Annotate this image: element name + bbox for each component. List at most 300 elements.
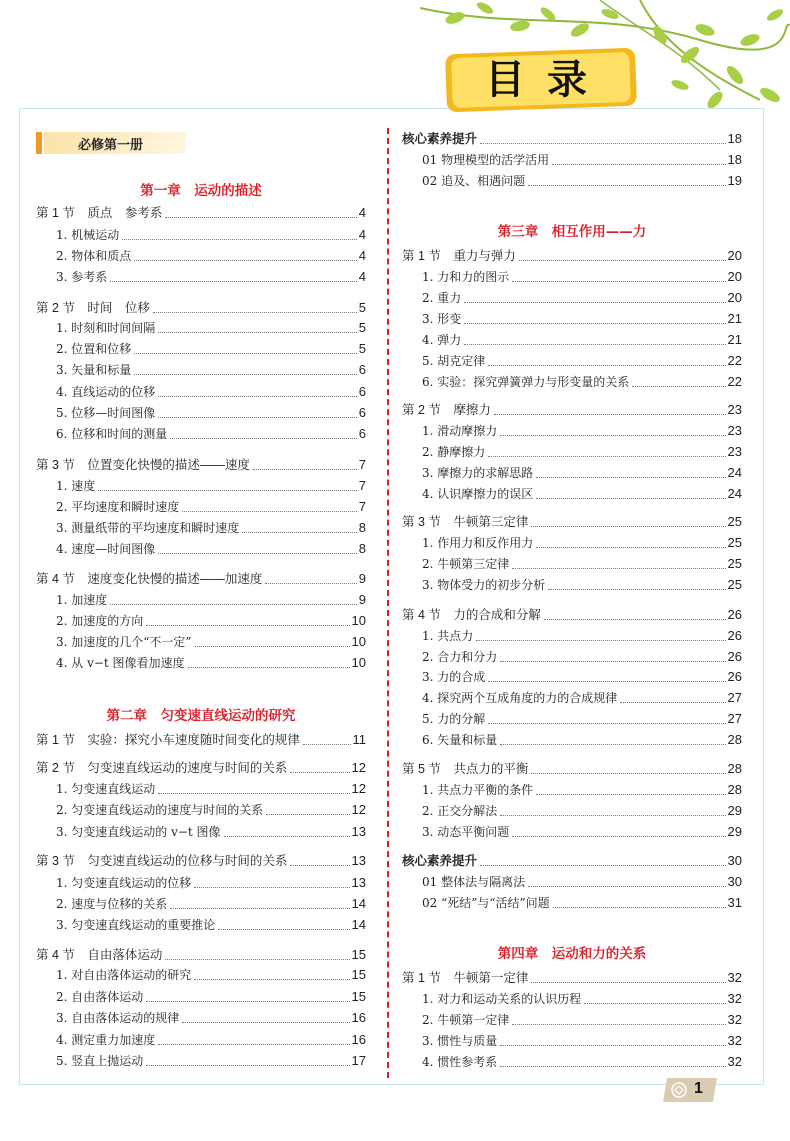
dot-leader bbox=[528, 185, 725, 186]
toc-subentry[interactable] bbox=[56, 894, 366, 914]
toc-entry-label: 3. 矢量和标量 bbox=[56, 363, 132, 377]
toc-subentry[interactable] bbox=[56, 360, 366, 380]
toc-entry[interactable] bbox=[36, 945, 366, 965]
toc-entry-label: 2. 速度与位移的关系 bbox=[56, 897, 168, 911]
toc-entry-label: 2. 静摩擦力 bbox=[422, 445, 486, 459]
toc-page-number: 20 bbox=[727, 269, 742, 284]
toc-entry-label: 1. 共点力 bbox=[422, 629, 474, 643]
dot-leader bbox=[158, 396, 357, 397]
dot-leader bbox=[584, 1003, 725, 1004]
toc-entry-label: 4. 探究两个互成角度的力的合成规律 bbox=[422, 691, 618, 705]
toc-entry-label: 3. 形变 bbox=[422, 312, 462, 326]
dot-leader bbox=[531, 526, 725, 527]
toc-page-number: 16 bbox=[351, 1010, 366, 1025]
dot-leader bbox=[224, 836, 350, 837]
toc-entry[interactable] bbox=[402, 759, 742, 779]
toc-subentry[interactable] bbox=[422, 647, 742, 667]
toc-subentry[interactable] bbox=[56, 915, 366, 935]
toc-subentry[interactable] bbox=[422, 709, 742, 729]
dot-leader bbox=[290, 772, 349, 773]
dot-leader bbox=[512, 568, 725, 569]
toc-entry-label: 3. 动态平衡问题 bbox=[422, 825, 510, 839]
toc-page-number: 11 bbox=[352, 732, 366, 747]
dot-leader bbox=[158, 417, 357, 418]
volume-tag bbox=[36, 132, 186, 154]
toc-entry-label: 第 2 节 摩擦力 bbox=[402, 403, 491, 417]
dot-leader bbox=[303, 744, 351, 745]
dot-leader bbox=[146, 1001, 349, 1002]
toc-page-number: 29 bbox=[727, 803, 742, 818]
toc-subentry[interactable] bbox=[56, 225, 366, 245]
toc-page-number: 31 bbox=[727, 895, 742, 910]
toc-subentry[interactable] bbox=[56, 1030, 366, 1050]
toc-subentry[interactable] bbox=[422, 421, 742, 441]
toc-entry-label: 2. 平均速度和瞬时速度 bbox=[56, 500, 180, 514]
toc-entry-label: 3. 力的合成 bbox=[422, 670, 486, 684]
dot-leader bbox=[182, 1022, 349, 1023]
toc-subentry[interactable] bbox=[56, 497, 366, 517]
toc-entry[interactable] bbox=[36, 455, 366, 475]
toc-page-number: 7 bbox=[358, 478, 366, 493]
toc-subentry[interactable] bbox=[56, 873, 366, 893]
dot-leader bbox=[519, 260, 726, 261]
toc-page-number: 4 bbox=[358, 227, 366, 242]
toc-page-number: 25 bbox=[727, 514, 742, 529]
dot-leader bbox=[464, 323, 725, 324]
toc-page-number: 21 bbox=[727, 311, 742, 326]
toc-entry-label: 第 1 节 重力与弹力 bbox=[402, 249, 516, 263]
chapter-heading: 第四章 运动和力的关系 bbox=[497, 946, 647, 962]
toc-page-number: 28 bbox=[727, 761, 742, 776]
toc-entry[interactable] bbox=[402, 968, 742, 988]
toc-page-number: 15 bbox=[351, 947, 366, 962]
toc-entry-label: 02 “死结”与“活结”问题 bbox=[422, 896, 550, 910]
dot-leader bbox=[182, 511, 357, 512]
toc-subentry[interactable] bbox=[56, 632, 366, 652]
toc-subentry[interactable] bbox=[422, 989, 742, 1009]
page-title: 目录 bbox=[485, 56, 609, 103]
toc-entry-label: 4. 速度—时间图像 bbox=[56, 542, 156, 556]
toc-page-number: 27 bbox=[727, 690, 742, 705]
toc-subentry[interactable] bbox=[422, 533, 742, 553]
toc-subentry[interactable] bbox=[56, 779, 366, 799]
dot-leader bbox=[488, 456, 725, 457]
toc-subentry[interactable] bbox=[422, 1010, 742, 1030]
toc-page-number: 18 bbox=[727, 152, 742, 167]
toc-subentry[interactable] bbox=[56, 403, 366, 423]
toc-entry-label: 4. 认识摩擦力的误区 bbox=[422, 487, 534, 501]
toc-entry-label: 4. 从 v−t 图像看加速度 bbox=[56, 656, 185, 670]
dot-leader bbox=[480, 143, 726, 144]
toc-entry-label: 1. 共点力平衡的条件 bbox=[422, 783, 534, 797]
dot-leader bbox=[620, 702, 725, 703]
toc-page-number: 12 bbox=[351, 781, 366, 796]
toc-entry-label: 5. 胡克定律 bbox=[422, 354, 486, 368]
toc-subentry[interactable] bbox=[422, 463, 742, 483]
toc-subentry[interactable] bbox=[56, 382, 366, 402]
toc-entry-label: 4. 测定重力加速度 bbox=[56, 1033, 156, 1047]
dot-leader bbox=[265, 583, 356, 584]
toc-entry-label: 02 追及、相遇问题 bbox=[422, 174, 526, 188]
dot-leader bbox=[500, 1066, 725, 1067]
dot-leader bbox=[488, 365, 725, 366]
toc-page-number: 5 bbox=[358, 320, 366, 335]
toc-subentry[interactable] bbox=[56, 1008, 366, 1028]
toc-subentry[interactable] bbox=[56, 246, 366, 266]
toc-entry-label: 6. 矢量和标量 bbox=[422, 733, 498, 747]
toc-subentry[interactable] bbox=[422, 442, 742, 462]
dot-leader bbox=[110, 281, 357, 282]
toc-entry[interactable] bbox=[36, 203, 366, 223]
dot-leader bbox=[134, 374, 357, 375]
toc-subentry[interactable] bbox=[422, 780, 742, 800]
toc-entry-label: 第 1 节 牛顿第一定律 bbox=[402, 971, 529, 985]
toc-entry-label: 1. 滑动摩擦力 bbox=[422, 424, 498, 438]
dot-leader bbox=[253, 469, 357, 470]
toc-subentry[interactable] bbox=[422, 351, 742, 371]
toc-page-number: 19 bbox=[727, 173, 742, 188]
toc-entry-label: 第 4 节 自由落体运动 bbox=[36, 948, 163, 962]
toc-page-number: 26 bbox=[727, 628, 742, 643]
toc-page-number: 12 bbox=[351, 802, 366, 817]
toc-entry-label: 2. 合力和分力 bbox=[422, 650, 498, 664]
toc-entry-label: 3. 自由落体运动的规律 bbox=[56, 1011, 180, 1025]
dot-leader bbox=[531, 982, 725, 983]
dot-leader bbox=[98, 490, 357, 491]
toc-entry[interactable] bbox=[36, 569, 366, 589]
toc-subentry[interactable] bbox=[422, 688, 742, 708]
toc-subentry[interactable] bbox=[56, 800, 366, 820]
toc-entry-label: 3. 测量纸带的平均速度和瞬时速度 bbox=[56, 521, 240, 535]
toc-page-number: 25 bbox=[727, 535, 742, 550]
dot-leader bbox=[500, 661, 725, 662]
dot-leader bbox=[194, 979, 349, 980]
toc-entry-label: 3. 匀变速直线运动的 v−t 图像 bbox=[56, 825, 221, 839]
toc-page-number: 30 bbox=[727, 853, 742, 868]
chapter-heading: 第二章 匀变速直线运动的研究 bbox=[106, 708, 296, 724]
dot-leader bbox=[146, 1065, 349, 1066]
toc-page-number: 23 bbox=[727, 423, 742, 438]
dot-leader bbox=[218, 929, 349, 930]
toc-entry-label: 3. 匀变速直线运动的重要推论 bbox=[56, 918, 216, 932]
chapter-heading: 第一章 运动的描述 bbox=[140, 183, 262, 199]
toc-entry-label: 1. 作用力和反作用力 bbox=[422, 536, 534, 550]
toc-entry-label: 第 4 节 速度变化快慢的描述——加速度 bbox=[36, 572, 263, 586]
toc-page-number: 25 bbox=[727, 556, 742, 571]
dot-leader bbox=[170, 438, 357, 439]
toc-entry[interactable] bbox=[402, 246, 742, 266]
toc-subentry[interactable] bbox=[56, 822, 366, 842]
toc-subentry[interactable] bbox=[422, 730, 742, 750]
toc-page-number: 22 bbox=[727, 374, 742, 389]
toc-page-number: 6 bbox=[358, 405, 366, 420]
dot-leader bbox=[464, 302, 725, 303]
dot-leader bbox=[632, 386, 725, 387]
dot-leader bbox=[158, 553, 357, 554]
toc-entry-label: 核心素养提升 bbox=[402, 853, 478, 868]
toc-entry-label: 2. 正交分解法 bbox=[422, 804, 498, 818]
toc-entry-label: 第 3 节 牛顿第三定律 bbox=[402, 515, 529, 529]
toc-page-number: 32 bbox=[727, 1054, 742, 1069]
toc-subentry[interactable] bbox=[422, 330, 742, 350]
toc-page-number: 9 bbox=[358, 571, 366, 586]
dot-leader bbox=[552, 164, 725, 165]
toc-entry-label: 1. 力和力的图示 bbox=[422, 270, 510, 284]
toc-page-number: 9 bbox=[358, 592, 366, 607]
dot-leader bbox=[195, 646, 350, 647]
dot-leader bbox=[536, 477, 725, 478]
toc-entry-label: 第 2 节 匀变速直线运动的速度与时间的关系 bbox=[36, 761, 288, 775]
toc-entry-label: 1. 速度 bbox=[56, 479, 96, 493]
toc-page-number: 26 bbox=[727, 649, 742, 664]
dot-leader bbox=[512, 836, 725, 837]
dot-leader bbox=[188, 667, 350, 668]
toc-page-number: 15 bbox=[351, 989, 366, 1004]
toc-page-number: 17 bbox=[351, 1053, 366, 1068]
dot-leader bbox=[488, 723, 725, 724]
toc-entry-label: 6. 实验：探究弹簧弹力与形变量的关系 bbox=[422, 375, 630, 389]
toc-entry-label: 2. 牛顿第三定律 bbox=[422, 557, 510, 571]
dot-leader bbox=[512, 1024, 725, 1025]
toc-page-number: 13 bbox=[351, 875, 366, 890]
toc-subentry[interactable] bbox=[422, 893, 742, 913]
toc-subentry[interactable] bbox=[56, 518, 366, 538]
toc-page-number: 10 bbox=[351, 655, 366, 670]
toc-page-number: 32 bbox=[727, 970, 742, 985]
toc-page-number: 32 bbox=[727, 991, 742, 1006]
toc-page-number: 7 bbox=[358, 499, 366, 514]
toc-subentry[interactable] bbox=[422, 822, 742, 842]
toc-entry-label: 5. 位移—时间图像 bbox=[56, 406, 156, 420]
toc-page-number: 26 bbox=[727, 669, 742, 684]
toc-entry-label: 01 整体法与隔离法 bbox=[422, 875, 526, 889]
toc-page-number: 25 bbox=[727, 577, 742, 592]
dot-leader bbox=[158, 1044, 349, 1045]
toc-subentry[interactable] bbox=[56, 987, 366, 1007]
toc-subentry[interactable] bbox=[56, 318, 366, 338]
toc-page-number: 20 bbox=[727, 290, 742, 305]
toc-page-number: 23 bbox=[727, 444, 742, 459]
toc-entry-label: 5. 力的分解 bbox=[422, 712, 486, 726]
dot-leader bbox=[528, 886, 725, 887]
toc-entry[interactable] bbox=[402, 605, 742, 625]
dot-leader bbox=[536, 794, 725, 795]
dot-leader bbox=[266, 814, 349, 815]
toc-subentry[interactable] bbox=[56, 539, 366, 559]
toc-entry-label: 第 4 节 力的合成和分解 bbox=[402, 608, 541, 622]
leaf-decoration bbox=[0, 0, 790, 120]
toc-entry-label: 01 物理模型的活学活用 bbox=[422, 153, 550, 167]
toc-page-number: 18 bbox=[727, 131, 742, 146]
toc-subentry[interactable] bbox=[56, 611, 366, 631]
toc-page-number: 24 bbox=[727, 486, 742, 501]
dot-leader bbox=[165, 217, 356, 218]
toc-entry-label: 5. 竖直上抛运动 bbox=[56, 1054, 144, 1068]
toc-subentry[interactable] bbox=[422, 1031, 742, 1051]
volume-tag-bar bbox=[36, 132, 42, 154]
toc-entry[interactable] bbox=[402, 851, 742, 871]
toc-entry-label: 4. 弹力 bbox=[422, 333, 462, 347]
toc-subentry[interactable] bbox=[56, 339, 366, 359]
toc-page-number: 6 bbox=[358, 384, 366, 399]
toc-subentry[interactable] bbox=[56, 1051, 366, 1071]
toc-entry-label: 第 1 节 质点 参考系 bbox=[36, 206, 163, 220]
dot-leader bbox=[158, 793, 349, 794]
toc-entry-label: 第 3 节 位置变化快慢的描述——速度 bbox=[36, 458, 250, 472]
toc-entry[interactable] bbox=[402, 400, 742, 420]
toc-entry-label: 3. 惯性与质量 bbox=[422, 1034, 498, 1048]
dot-leader bbox=[500, 815, 725, 816]
toc-entry[interactable] bbox=[36, 758, 366, 778]
toc-page-number: 20 bbox=[727, 248, 742, 263]
toc-entry-label: 3. 加速度的几个“不一定” bbox=[56, 635, 192, 649]
toc-page-number: 24 bbox=[727, 465, 742, 480]
toc-page-number: 22 bbox=[727, 353, 742, 368]
toc-page-number: 29 bbox=[727, 824, 742, 839]
dot-leader bbox=[242, 532, 357, 533]
dot-leader bbox=[536, 498, 725, 499]
dot-leader bbox=[134, 260, 357, 261]
dot-leader bbox=[512, 281, 725, 282]
toc-entry-label: 3. 物体受力的初步分析 bbox=[422, 578, 546, 592]
toc-subentry[interactable] bbox=[56, 653, 366, 673]
dot-leader bbox=[464, 344, 725, 345]
toc-subentry[interactable] bbox=[422, 484, 742, 504]
toc-page-number: 8 bbox=[358, 520, 366, 535]
toc-page-number: 8 bbox=[358, 541, 366, 556]
toc-entry-label: 2. 匀变速直线运动的速度与时间的关系 bbox=[56, 803, 264, 817]
toc-page-number: 5 bbox=[358, 300, 366, 315]
toc-subentry[interactable] bbox=[422, 575, 742, 595]
dot-leader bbox=[488, 681, 725, 682]
volume-label: 必修第一册 bbox=[78, 138, 144, 153]
toc-entry-label: 第 3 节 匀变速直线运动的位移与时间的关系 bbox=[36, 854, 288, 868]
toc-subentry[interactable] bbox=[56, 267, 366, 287]
toc-entry[interactable] bbox=[402, 129, 742, 149]
toc-page-number: 32 bbox=[727, 1033, 742, 1048]
toc-entry-label: 2. 重力 bbox=[422, 291, 462, 305]
toc-page-number: 14 bbox=[351, 896, 366, 911]
toc-subentry[interactable] bbox=[56, 965, 366, 985]
toc-entry-label: 2. 自由落体运动 bbox=[56, 990, 144, 1004]
toc-page-number: 4 bbox=[358, 248, 366, 263]
dot-leader bbox=[170, 908, 349, 909]
toc-page-number: 23 bbox=[727, 402, 742, 417]
dot-leader bbox=[494, 414, 726, 415]
toc-subentry[interactable] bbox=[422, 288, 742, 308]
column-divider bbox=[387, 128, 389, 1078]
toc-subentry[interactable] bbox=[422, 1052, 742, 1072]
toc-page-number: 4 bbox=[358, 205, 366, 220]
toc-entry-label: 2. 加速度的方向 bbox=[56, 614, 144, 628]
toc-page-number: 13 bbox=[351, 824, 366, 839]
toc-subentry[interactable] bbox=[422, 171, 742, 191]
toc-entry[interactable] bbox=[402, 512, 742, 532]
dot-leader bbox=[500, 744, 725, 745]
toc-entry-label: 1. 机械运动 bbox=[56, 228, 120, 242]
toc-page-number: 13 bbox=[351, 853, 366, 868]
toc-entry-label: 4. 惯性参考系 bbox=[422, 1055, 498, 1069]
dot-leader bbox=[134, 353, 357, 354]
toc-page-number: 4 bbox=[358, 269, 366, 284]
toc-subentry[interactable] bbox=[56, 424, 366, 444]
toc-entry-label: 1. 对自由落体运动的研究 bbox=[56, 968, 192, 982]
dot-leader bbox=[480, 865, 726, 866]
toc-entry-label: 第 1 节 实验：探究小车速度随时间变化的规律 bbox=[36, 733, 300, 747]
toc-page-number: 30 bbox=[727, 874, 742, 889]
toc-entry-label: 1. 时刻和时间间隔 bbox=[56, 321, 156, 335]
toc-entry-label: 2. 位置和位移 bbox=[56, 342, 132, 356]
toc-page-number: 27 bbox=[727, 711, 742, 726]
toc-entry-label: 1. 对力和运动关系的认识历程 bbox=[422, 992, 582, 1006]
toc-entry[interactable] bbox=[36, 298, 366, 318]
dot-leader bbox=[544, 619, 726, 620]
toc-entry-label: 3. 摩擦力的求解思路 bbox=[422, 466, 534, 480]
toc-page-number: 6 bbox=[358, 362, 366, 377]
toc-entry-label: 第 5 节 共点力的平衡 bbox=[402, 762, 529, 776]
chapter-heading: 第三章 相互作用——力 bbox=[497, 224, 647, 240]
toc-page-number: 28 bbox=[727, 782, 742, 797]
toc-subentry[interactable] bbox=[422, 267, 742, 287]
toc-entry-label: 6. 位移和时间的测量 bbox=[56, 427, 168, 441]
toc-entry-label: 1. 加速度 bbox=[56, 593, 108, 607]
toc-page-number: 10 bbox=[351, 613, 366, 628]
dot-leader bbox=[553, 907, 726, 908]
toc-subentry[interactable] bbox=[422, 150, 742, 170]
toc-page-number: 7 bbox=[358, 457, 366, 472]
dot-leader bbox=[531, 773, 725, 774]
toc-page-number: 10 bbox=[351, 634, 366, 649]
page-number: 1 bbox=[694, 1080, 703, 1097]
page-number-badge bbox=[661, 1076, 719, 1104]
toc-page-number: 28 bbox=[727, 732, 742, 747]
toc-subentry[interactable] bbox=[56, 476, 366, 496]
toc-subentry[interactable] bbox=[422, 372, 742, 392]
toc-entry[interactable] bbox=[36, 851, 366, 871]
toc-page-number: 5 bbox=[358, 341, 366, 356]
toc-entry-label: 1. 匀变速直线运动 bbox=[56, 782, 156, 796]
toc-subentry[interactable] bbox=[422, 872, 742, 892]
dot-leader bbox=[153, 312, 357, 313]
toc-entry-label: 3. 参考系 bbox=[56, 270, 108, 284]
dot-leader bbox=[500, 1045, 725, 1046]
toc-subentry[interactable] bbox=[422, 626, 742, 646]
toc-subentry[interactable] bbox=[422, 801, 742, 821]
toc-entry-label: 核心素养提升 bbox=[402, 131, 478, 146]
toc-page-number: 26 bbox=[727, 607, 742, 622]
toc-entry-label: 1. 匀变速直线运动的位移 bbox=[56, 876, 192, 890]
dot-leader bbox=[194, 887, 349, 888]
toc-subentry[interactable] bbox=[422, 309, 742, 329]
toc-subentry[interactable] bbox=[422, 554, 742, 574]
dot-leader bbox=[146, 625, 349, 626]
toc-entry-label: 第 2 节 时间 位移 bbox=[36, 301, 150, 315]
toc-subentry[interactable] bbox=[422, 667, 742, 687]
dot-leader bbox=[476, 640, 725, 641]
dot-leader bbox=[158, 332, 357, 333]
dot-leader bbox=[165, 959, 349, 960]
toc-page-number: 32 bbox=[727, 1012, 742, 1027]
toc-subentry[interactable] bbox=[56, 590, 366, 610]
toc-page-number: 16 bbox=[351, 1032, 366, 1047]
dot-leader bbox=[110, 604, 357, 605]
dot-leader bbox=[548, 589, 725, 590]
toc-entry-label: 4. 直线运动的位移 bbox=[56, 385, 156, 399]
dot-leader bbox=[536, 547, 725, 548]
toc-entry[interactable] bbox=[36, 730, 366, 750]
toc-page-number: 12 bbox=[351, 760, 366, 775]
toc-page-number: 6 bbox=[358, 426, 366, 441]
